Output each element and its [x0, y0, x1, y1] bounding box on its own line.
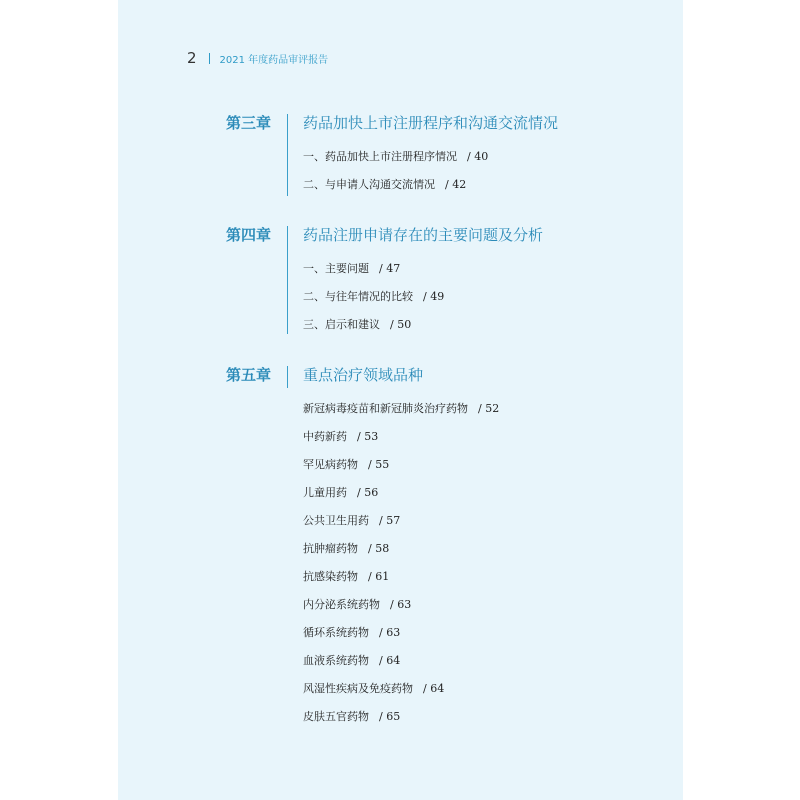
- toc-entry-text: 儿童用药: [303, 486, 347, 499]
- toc-entry-page: / 61: [368, 570, 390, 583]
- toc-entry-text: 二、与往年情况的比较: [303, 290, 413, 303]
- toc-entry[interactable]: [303, 261, 444, 289]
- chapter-label: 第三章: [226, 114, 272, 132]
- toc-entry[interactable]: [303, 317, 444, 345]
- toc-entry-page: / 64: [379, 654, 401, 667]
- toc-entry-page: / 63: [379, 626, 401, 639]
- toc-entry-page: / 40: [467, 150, 489, 163]
- toc-entry-page: / 42: [445, 178, 467, 191]
- toc-entry-text: 一、药品加快上市注册程序情况: [303, 150, 457, 163]
- page-header: [187, 48, 328, 68]
- page-number: 2: [187, 49, 197, 67]
- report-title: 2021 年度药品审评报告: [219, 54, 329, 66]
- toc-entry-text: 三、启示和建议: [303, 318, 380, 331]
- toc-entry-page: / 50: [390, 318, 412, 331]
- toc-entry-text: 罕见病药物: [303, 458, 358, 471]
- toc-entry[interactable]: [303, 653, 499, 681]
- chapter-divider: [287, 226, 288, 334]
- toc-entry-page: / 49: [423, 290, 445, 303]
- toc-entry-text: 循环系统药物: [303, 626, 369, 639]
- toc-list: [303, 401, 499, 737]
- toc-entry[interactable]: [303, 149, 488, 177]
- toc-entry-page: / 65: [379, 710, 401, 723]
- toc-entry[interactable]: [303, 401, 499, 429]
- chapter-label: 第四章: [226, 226, 272, 244]
- toc-entry-page: / 53: [357, 430, 379, 443]
- toc-entry-page: / 55: [368, 458, 390, 471]
- toc-entry[interactable]: [303, 625, 499, 653]
- toc-entry[interactable]: [303, 289, 444, 317]
- toc-entry-text: 中药新药: [303, 430, 347, 443]
- toc-list: [303, 261, 444, 345]
- chapter-title: 药品注册申请存在的主要问题及分析: [303, 226, 544, 244]
- toc-entry[interactable]: [303, 513, 499, 541]
- toc-entry-text: 血液系统药物: [303, 654, 369, 667]
- toc-entry[interactable]: [303, 177, 488, 205]
- toc-entry-page: / 57: [379, 514, 401, 527]
- chapter-divider: [287, 114, 288, 196]
- toc-entry-page: / 56: [357, 486, 379, 499]
- toc-list: [303, 149, 488, 205]
- toc-entry-text: 一、主要问题: [303, 262, 369, 275]
- chapter-label: 第五章: [226, 366, 272, 384]
- toc-entry[interactable]: [303, 429, 499, 457]
- toc-entry-text: 公共卫生用药: [303, 514, 369, 527]
- toc-entry-page: / 47: [379, 262, 401, 275]
- toc-entry-page: / 58: [368, 542, 390, 555]
- toc-entry[interactable]: [303, 569, 499, 597]
- toc-entry[interactable]: [303, 597, 499, 625]
- toc-entry[interactable]: [303, 709, 499, 737]
- chapter-divider: [287, 366, 288, 388]
- toc-entry-page: / 52: [478, 402, 500, 415]
- toc-entry-page: / 64: [423, 682, 445, 695]
- toc-entry[interactable]: [303, 541, 499, 569]
- toc-entry-text: 抗肿瘤药物: [303, 542, 358, 555]
- toc-entry[interactable]: [303, 457, 499, 485]
- toc-entry[interactable]: [303, 485, 499, 513]
- toc-entry-text: 二、与申请人沟通交流情况: [303, 178, 435, 191]
- toc-entry-text: 皮肤五官药物: [303, 710, 369, 723]
- toc-entry-text: 风湿性疾病及免疫药物: [303, 682, 413, 695]
- chapter-title: 重点治疗领域品种: [303, 366, 424, 384]
- header-divider: [209, 53, 210, 64]
- toc-entry[interactable]: [303, 681, 499, 709]
- toc-entry-text: 新冠病毒疫苗和新冠肺炎治疗药物: [303, 402, 468, 415]
- toc-entry-page: / 63: [390, 598, 412, 611]
- toc-entry-text: 抗感染药物: [303, 570, 358, 583]
- chapter-title: 药品加快上市注册程序和沟通交流情况: [303, 114, 559, 132]
- toc-entry-text: 内分泌系统药物: [303, 598, 380, 611]
